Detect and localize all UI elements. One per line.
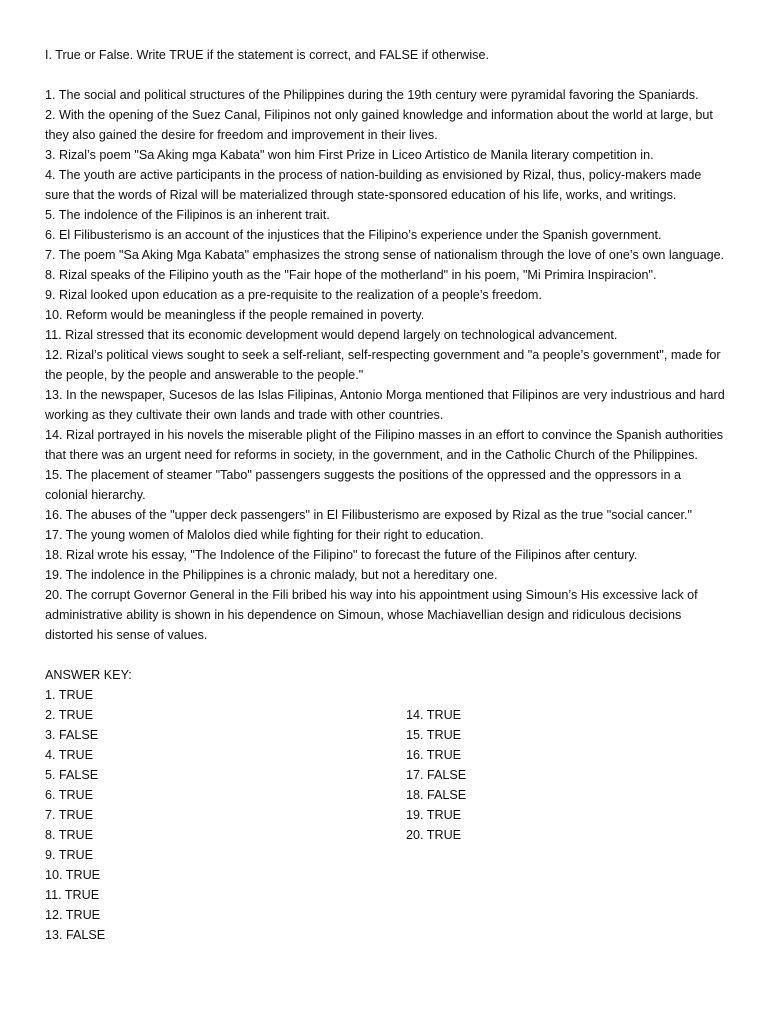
question-item: 5. The indolence of the Filipinos is an inherent trait.: [45, 208, 330, 222]
question-item: 11. Rizal stressed that its economic development would depend largely on technological advancement.: [45, 328, 618, 342]
question-item: 1. The social and political structures of the Philippines during the 19th century were pyramidal favoring the Spaniards.: [45, 88, 699, 102]
document-page: [45, 45, 727, 945]
question-item: 4. The youth are active participants in the process of nation-building as envisioned by Rizal, thus, policy-makers made sure that the words of Rizal will be materialized through state-sponsored education of his life, works, and writings.: [45, 168, 702, 202]
question-item: 17. The young women of Malolos died while fighting for their right to education.: [45, 528, 484, 542]
question-list: [45, 85, 727, 645]
answer-item: 15. TRUE: [406, 728, 462, 742]
question-item: 8. Rizal speaks of the Filipino youth as the "Fair hope of the motherland" in his poem, "Mi Primira Inspiracion".: [45, 268, 657, 282]
answer-item: 16. TRUE: [406, 748, 462, 762]
question-item: 7. The poem "Sa Aking Mga Kabata" emphasizes the strong sense of nationalism through the love of one’s own language.: [45, 248, 725, 262]
answer-item: 4. TRUE: [45, 748, 94, 762]
answer-key-title: ANSWER KEY:: [45, 668, 132, 682]
answer-item: 17. FALSE: [406, 768, 467, 782]
question-item: 20. The corrupt Governor General in the Fili bribed his way into his appointment using Simoun’s His excessive lack of administrative ability is shown in his dependence on Simoun, whose Machiavellian design and ridiculous decisions distorted his sense of values.: [45, 588, 698, 642]
answer-item: 14. TRUE: [406, 708, 462, 722]
answer-item: 6. TRUE: [45, 788, 94, 802]
question-item: 10. Reform would be meaningless if the people remained in poverty.: [45, 308, 425, 322]
instructions: I. True or False. Write TRUE if the statement is correct, and FALSE if otherwise.: [45, 48, 489, 62]
question-item: 12. Rizal’s political views sought to seek a self-reliant, self-respecting government and "a people’s government", made for the people, by the people and answerable to the people.": [45, 348, 721, 382]
answer-column-right: [406, 705, 466, 845]
question-item: 6. El Filibusterismo is an account of the injustices that the Filipino’s experience under the Spanish government.: [45, 228, 662, 242]
question-item: 2. With the opening of the Suez Canal, Filipinos not only gained knowledge and information about the world at large, but they also gained the desire for freedom and improvement in their lives.: [45, 108, 713, 142]
question-item: 3. Rizal’s poem "Sa Aking mga Kabata" won him First Prize in Liceo Artistico de Manila literary competition in.: [45, 148, 654, 162]
answer-item: 9. TRUE: [45, 848, 94, 862]
answer-item: 2. TRUE: [45, 708, 94, 722]
question-item: 15. The placement of steamer "Tabo" passengers suggests the positions of the oppressed and the oppressors in a colonial hierarchy.: [45, 468, 681, 502]
answer-column-left: [45, 685, 105, 945]
question-item: 16. The abuses of the "upper deck passengers" in El Filibusterismo are exposed by Rizal as the true "social cancer.": [45, 508, 692, 522]
question-item: 18. Rizal wrote his essay, "The Indolence of the Filipino" to forecast the future of the Filipinos after century.: [45, 548, 638, 562]
question-item: 9. Rizal looked upon education as a pre-requisite to the realization of a people’s freedom.: [45, 288, 542, 302]
answer-item: 1. TRUE: [45, 688, 94, 702]
answer-item: 18. FALSE: [406, 788, 467, 802]
answer-key: [45, 685, 727, 945]
answer-item: 10. TRUE: [45, 868, 101, 882]
question-item: 14. Rizal portrayed in his novels the miserable plight of the Filipino masses in an effort to convince the Spanish authorities that there was an urgent need for reforms in society, in the government, and in the Catholic Church of the Philippines.: [45, 428, 724, 462]
answer-item: 11. TRUE: [45, 888, 100, 902]
answer-item: 20. TRUE: [406, 828, 462, 842]
answer-item: 12. TRUE: [45, 908, 101, 922]
answer-item: 7. TRUE: [45, 808, 94, 822]
answer-item: 8. TRUE: [45, 828, 94, 842]
answer-item: 3. FALSE: [45, 728, 99, 742]
answer-item: 5. FALSE: [45, 768, 99, 782]
question-item: 13. In the newspaper, Sucesos de las Islas Filipinas, Antonio Morga mentioned that Filipinos are very industrious and hard working as they cultivate their own lands and trade with other countries.: [45, 388, 725, 422]
answer-item: 13. FALSE: [45, 928, 106, 942]
answer-item: 19. TRUE: [406, 808, 462, 822]
question-item: 19. The indolence in the Philippines is a chronic malady, but not a hereditary one.: [45, 568, 498, 582]
